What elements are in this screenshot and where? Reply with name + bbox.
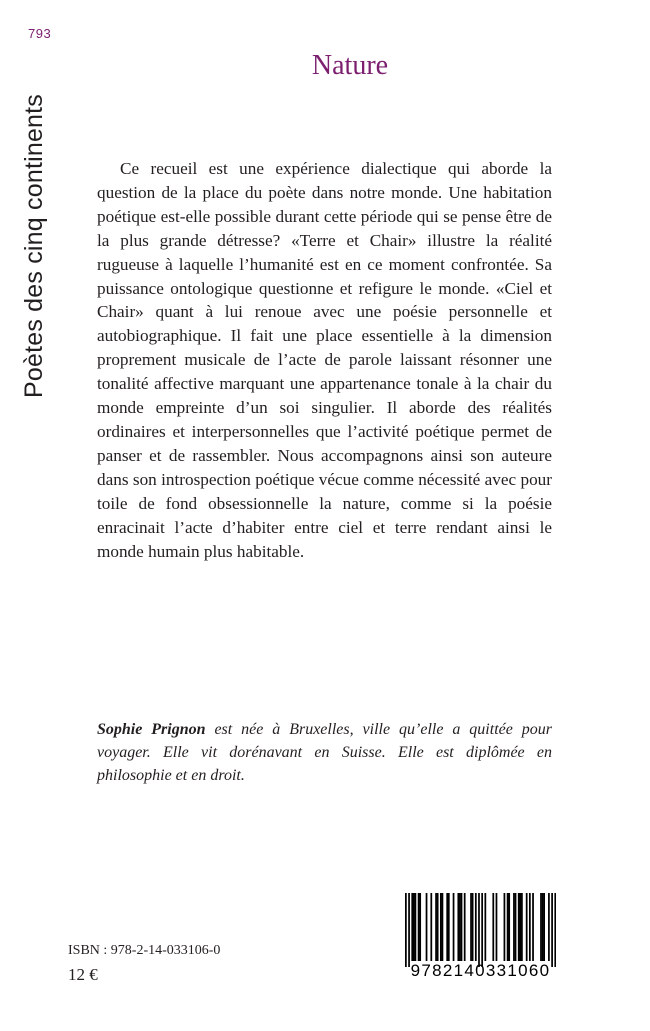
barcode-bar — [513, 893, 515, 961]
series-number: 793 — [28, 26, 52, 41]
barcode-bar — [540, 893, 542, 961]
barcode-bar — [411, 893, 413, 961]
barcode-bar — [492, 893, 494, 961]
barcode-bar — [461, 893, 463, 961]
barcode-bar — [459, 893, 461, 961]
isbn: ISBN : 978-2-14-033106-0 — [68, 943, 221, 958]
barcode-bar — [419, 893, 421, 961]
barcode-bar — [430, 893, 432, 961]
barcode-bar — [440, 893, 442, 961]
barcode-bar — [472, 893, 474, 961]
barcode-bar — [437, 893, 439, 961]
barcode-bar — [457, 893, 459, 961]
barcode-bar — [542, 893, 544, 961]
barcode-bar — [481, 893, 483, 967]
series-name: Poètes des cinq continents — [20, 93, 48, 398]
barcode-bar — [470, 893, 472, 961]
price: 12 € — [68, 965, 98, 984]
barcode-bar — [484, 893, 486, 961]
barcode — [405, 893, 556, 985]
author-name: Sophie Prignon — [97, 721, 206, 738]
barcode-bar — [518, 893, 520, 961]
book-title: Nature — [311, 50, 389, 81]
barcode-bar — [532, 893, 534, 961]
barcode-bar — [508, 893, 510, 961]
barcode-bar — [475, 893, 477, 961]
barcode-digits: 9782140331060 — [410, 961, 551, 980]
barcode-bar — [543, 893, 545, 961]
barcode-bar — [453, 893, 455, 961]
barcode-bar — [435, 893, 437, 961]
barcode-bar — [515, 893, 517, 961]
barcode-bar — [405, 893, 407, 967]
barcode-bar — [448, 893, 450, 961]
barcode-bar — [426, 893, 428, 961]
barcode-bar — [496, 893, 498, 961]
barcode-bar — [408, 893, 410, 967]
author-bio — [97, 718, 552, 787]
barcode-bar — [554, 893, 556, 967]
barcode-bar — [413, 893, 415, 961]
barcode-bar — [504, 893, 506, 961]
barcode-bar — [418, 893, 420, 961]
barcode-bar — [415, 893, 417, 961]
barcode-bar — [519, 893, 521, 961]
barcode-bar — [521, 893, 523, 961]
barcode-bar — [464, 893, 466, 961]
barcode-bar — [548, 893, 550, 961]
barcode-bar — [442, 893, 444, 961]
barcode-bar — [507, 893, 509, 961]
barcode-bar — [478, 893, 480, 967]
barcode-bar — [529, 893, 531, 961]
barcode-bar — [446, 893, 448, 961]
blurb-paragraph: Ce recueil est une expérience dialectique qui aborde la question de la place du poète dans notre monde. Une habitation poétique est-elle possible durant cette période qui se pense être de la plus grande détresse? «Terre et Chair» illustre la réalité rugueuse à laquelle l’humanité est en ce moment confrontée. Sa puissance ontologique questionne et refigure le monde. «Ciel et Chair» quant à lui renoue avec une poésie personnelle et autobiographique. Il fait une place essentielle à la dimension proprement musicale de l’acte de parole laissant résonner une tonalité affective marquant une appartenance tonale à la chair du monde empreinte d’un soi singulier. Il aborde des réalités ordinaires et interpersonnelles que l’activité poétique permet de panser et de rassembler. Nous accompagnons ainsi son auteure dans son introspection poétique vécue comme nécessité avec pour toile de fond obsessionnelle la nature, comme si la poésie enracinait l’acte d’habiter entre ciel et terre rendant ainsi le monde humain plus habitable. — [97, 159, 552, 561]
author-bio-text: est née à Bruxelles, ville qu’elle a quittée pour voyager. Elle vit dorénavant en Suisse. Elle est diplômée en philosophie et en droit. — [97, 721, 552, 784]
barcode-bar — [526, 893, 528, 961]
barcode-bar — [551, 893, 553, 967]
barcode-bars — [405, 893, 556, 967]
